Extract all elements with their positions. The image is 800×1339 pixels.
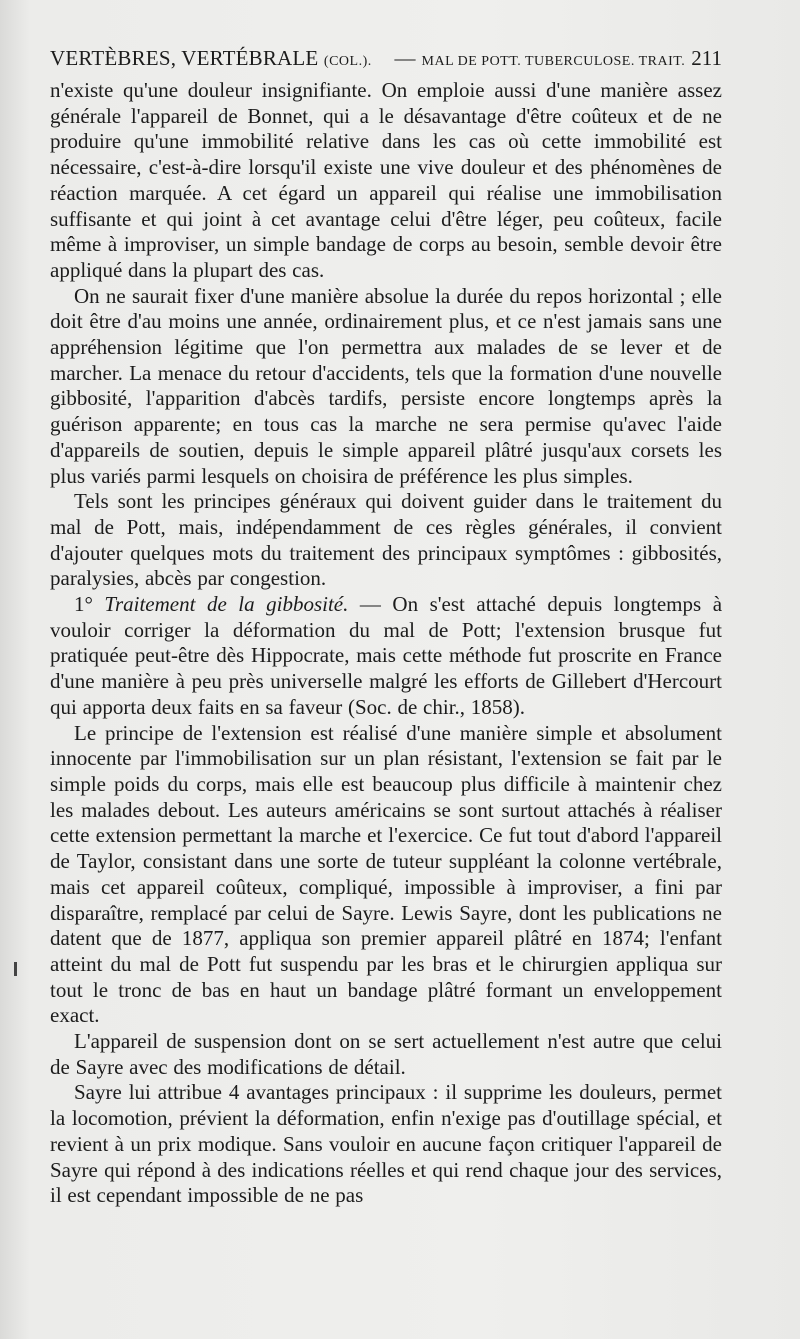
margin-mark [14, 962, 17, 976]
paragraph-6: L'appareil de suspension dont on se sert actuellement n'est autre que celui de Sayre avec des modifications de détail. [50, 1029, 722, 1079]
body-text [50, 78, 722, 1209]
paragraph-4-text: — On s'est attaché depuis longtemps à vouloir corriger la déformation du mal de Pott; l'extension brusque fut pratiquée peut-être dès Hippocrate, mais cette méthode fut proscrite en France d'une manière à peu près universelle malgré les efforts de Gillebert d'Hercourt qui apporta deux faits en sa faveur (Soc. de chir., 1858). [50, 592, 723, 719]
paragraph-5: Le principe de l'extension est réalisé d'une manière simple et absolument innocente par l'immobilisation sur un plan résistant, l'extension se fait par le simple poids du corps, mais elle est beaucoup plus difficile à maintenir chez les malades debout. Les auteurs américains se sont surtout attachés à réaliser cette extension permettant la marche et l'exercice. Ce fut tout d'abord l'appareil de Taylor, consistant dans une sorte de tuteur suppléant la colonne vertébrale, mais cet appareil coûteux, compliqué, impossible à improviser, a fini par disparaître, remplacé par celui de Sayre. Lewis Sayre, dont les publications ne datent que de 1877, appliqua son premier appareil plâtré en 1874; l'enfant atteint du mal de Pott fut suspendu par les bras et le chirurgien appliqua sur tout le tronc de bas en haut un bandage plâtré formant un enveloppement exact. [50, 720, 722, 1028]
page-number: 211 [691, 46, 722, 70]
paragraph-1: n'existe qu'une douleur insignifiante. On emploie aussi d'une manière assez générale l'appareil de Bonnet, qui a le désavantage d'être coûteux et de ne produire qu'une immobilité relative dans les cas où cette immobilité est nécessaire, c'est-à-dire lorsqu'il existe une vive douleur et des phénomènes de réaction marquée. A cet égard un appareil qui réalise une immobilisation suffisante et qui joint à cet avantage celui d'être léger, peu coûteux, facile même à improviser, un simple bandage de corps au besoin, semble devoir être appliqué dans la plupart des cas. [50, 78, 722, 282]
paragraph-3: Tels sont les principes généraux qui doivent guider dans le traitement du mal de Pott, mais, indépendamment de ces règles générales, il convient d'ajouter quelques mots du traitement des principaux symptômes : gibbosités, paralysies, abcès par congestion. [50, 489, 722, 591]
section-number: 1° [74, 592, 93, 617]
paragraph-4 [50, 592, 722, 721]
running-head-left [50, 44, 372, 76]
running-head-subtitle: MAL DE POTT. TUBERCULOSE. TRAIT. [421, 54, 686, 69]
running-head [50, 44, 722, 78]
header-dash: — [394, 46, 416, 70]
running-head-right [395, 44, 722, 76]
section-heading: Traitement de la gibbosité. [104, 592, 349, 617]
paragraph-7: Sayre lui attribue 4 avantages principaux : il supprime les douleurs, permet la locomotion, prévient la déformation, enfin n'exige pas d'outillage spécial, et revient à un prix modique. Sans vouloir en aucune façon critiquer l'appareil de Sayre qui répond à des indications réelles et qui rend chaque jour des services, il est cependant impossible de ne pas [50, 1080, 722, 1208]
paragraph-2: On ne saurait fixer d'une manière absolue la durée du repos horizontal ; elle doit être d'au moins une année, ordinairement plus, et ce n'est jamais sans une appréhension légitime que l'on permettra aux malades de se lever et de marcher. La menace du retour d'accidents, tels que la formation d'une nouvelle gibbosité, l'apparition d'abcès tardifs, persiste encore longtemps après la guérison apparente; en tous cas la marche ne sera permise qu'avec l'aide d'appareils de soutien, depuis le simple appareil plâtré jusqu'aux corsets les plus variés parmi lesquels on choisira de préférence les plus simples. [50, 283, 722, 488]
section-title: VERTÈBRES, VERTÉBRALE [50, 46, 319, 70]
section-abbrev: (COL.). [323, 54, 372, 69]
